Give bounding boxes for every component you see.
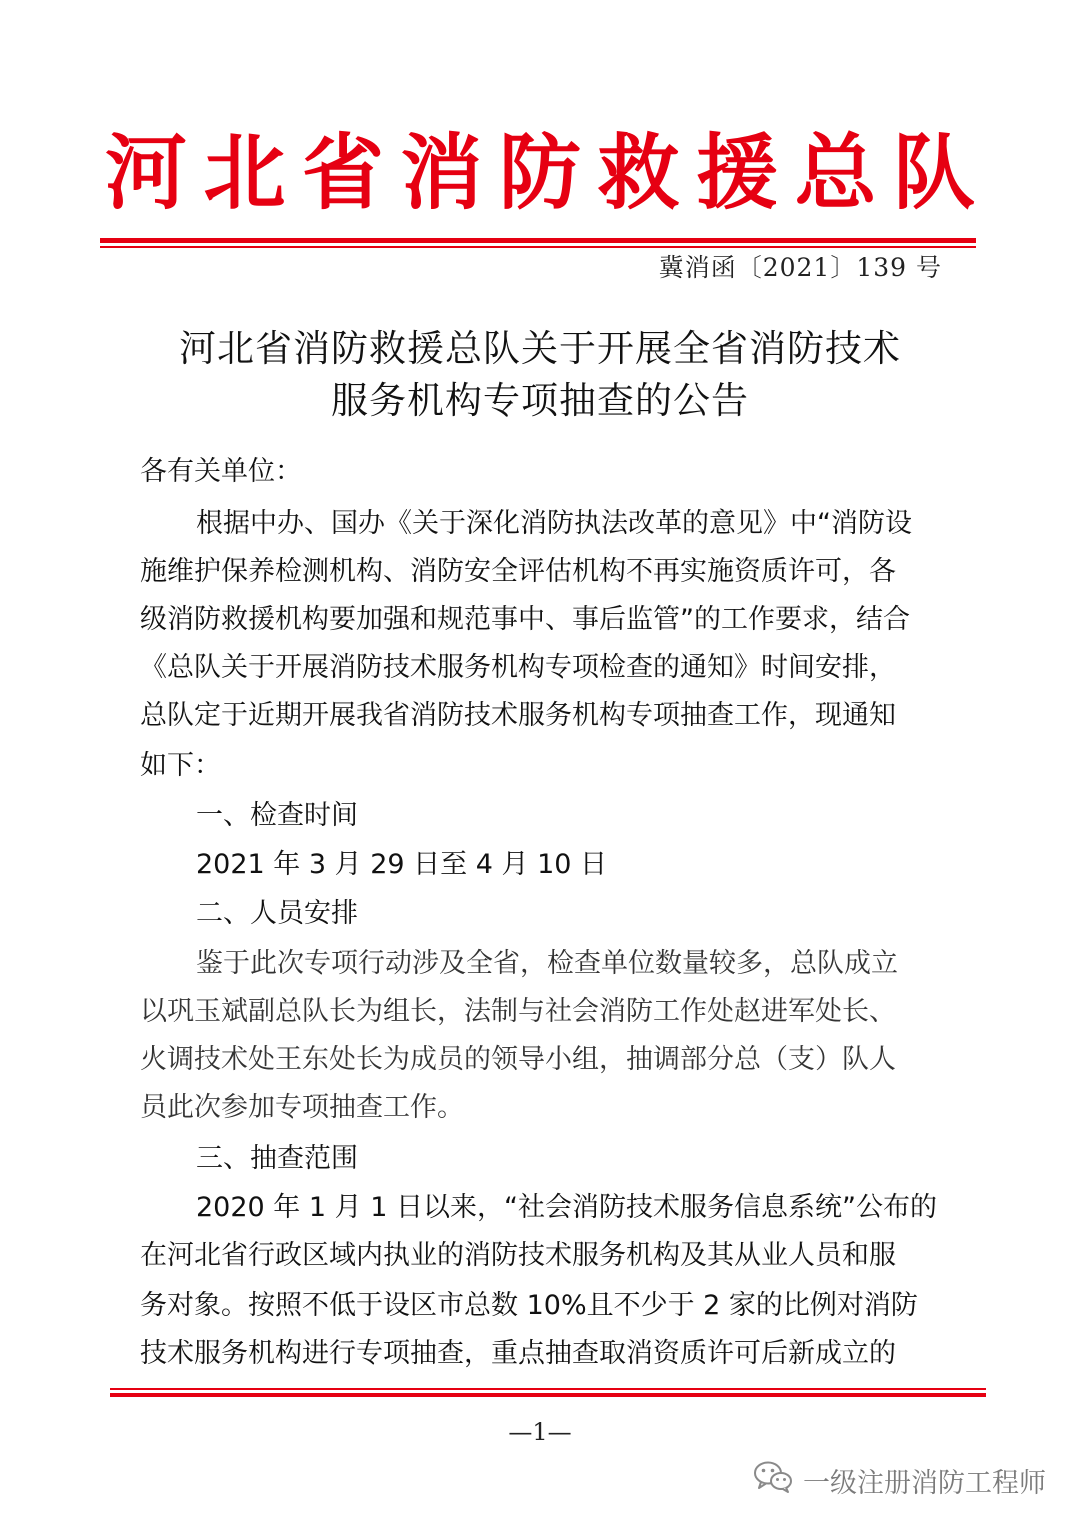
- paragraph-line: 以巩玉斌副总队长为组长，法制与社会消防工作处赵进军处长、: [140, 996, 896, 1027]
- paragraph-line: 施维护保养检测机构、消防安全评估机构不再实施资质许可，各: [140, 556, 896, 587]
- masthead-char: 省: [301, 125, 384, 221]
- paragraph-line: 总队定于近期开展我省消防技术服务机构专项抽查工作，现通知: [140, 700, 896, 731]
- account-watermark: [753, 1460, 1046, 1501]
- masthead-char: 总: [794, 125, 877, 221]
- paragraph-line: 火调技术处王东处长为成员的领导小组，抽调部分总（支）队人: [140, 1044, 896, 1075]
- document-number: 冀消函〔2021〕139 号: [658, 253, 942, 282]
- masthead-char: 队: [892, 125, 975, 221]
- watermark-text: 一级注册消防工程师: [803, 1468, 1046, 1499]
- masthead-char: 援: [695, 125, 778, 221]
- paragraph-line: 务对象。按照不低于设区市总数 10%且不少于 2 家的比例对消防: [140, 1290, 918, 1321]
- org-masthead: [100, 118, 980, 228]
- section-heading: 三、抽查范围: [196, 1143, 358, 1174]
- paragraph-line: 员此次参加专项抽查工作。: [140, 1092, 464, 1123]
- section-text: 2021 年 3 月 29 日至 4 月 10 日: [196, 849, 608, 880]
- paragraph-text: 根据中办、国办《关于深化消防执法改革的意见》中“消防设: [196, 508, 912, 539]
- paragraph-line: 如下：: [140, 750, 221, 781]
- paragraph-line: 在河北省行政区域内执业的消防技术服务机构及其从业人员和服: [140, 1240, 896, 1271]
- paragraph-line: 《总队关于开展消防技术服务机构专项检查的通知》时间安排，: [140, 652, 896, 683]
- masthead-char: 河: [104, 125, 187, 221]
- section-heading: 二、人员安排: [196, 898, 358, 929]
- footer-rule-thick: [110, 1393, 986, 1397]
- footer-rule-thin: [110, 1388, 986, 1390]
- paragraph-line: 技术服务机构进行专项抽查，重点抽查取消资质许可后新成立的: [140, 1338, 896, 1369]
- paragraph-line: 鉴于此次专项行动涉及全省，检查单位数量较多，总队成立: [196, 948, 898, 979]
- header-rule-thick: [100, 238, 976, 243]
- page-number: —1—: [508, 1418, 572, 1446]
- masthead-char: 消: [400, 125, 483, 221]
- salutation: 各有关单位：: [140, 456, 302, 487]
- masthead-char: 防: [498, 125, 581, 221]
- paragraph-line: 2020 年 1 月 1 日以来，“社会消防技术服务信息系统”公布的: [196, 1192, 937, 1223]
- masthead-char: 北: [203, 125, 286, 221]
- section-heading: 一、检查时间: [196, 800, 358, 831]
- paragraph-line: 级消防救援机构要加强和规范事中、事后监管”的工作要求，结合: [140, 604, 910, 635]
- document-title-line1: 河北省消防救援总队关于开展全省消防技术: [179, 327, 901, 370]
- paragraph-line: [196, 510, 940, 537]
- wechat-icon: [753, 1460, 793, 1501]
- masthead-char: 救: [597, 125, 680, 221]
- document-title-line2: 服务机构专项抽查的公告: [331, 379, 749, 422]
